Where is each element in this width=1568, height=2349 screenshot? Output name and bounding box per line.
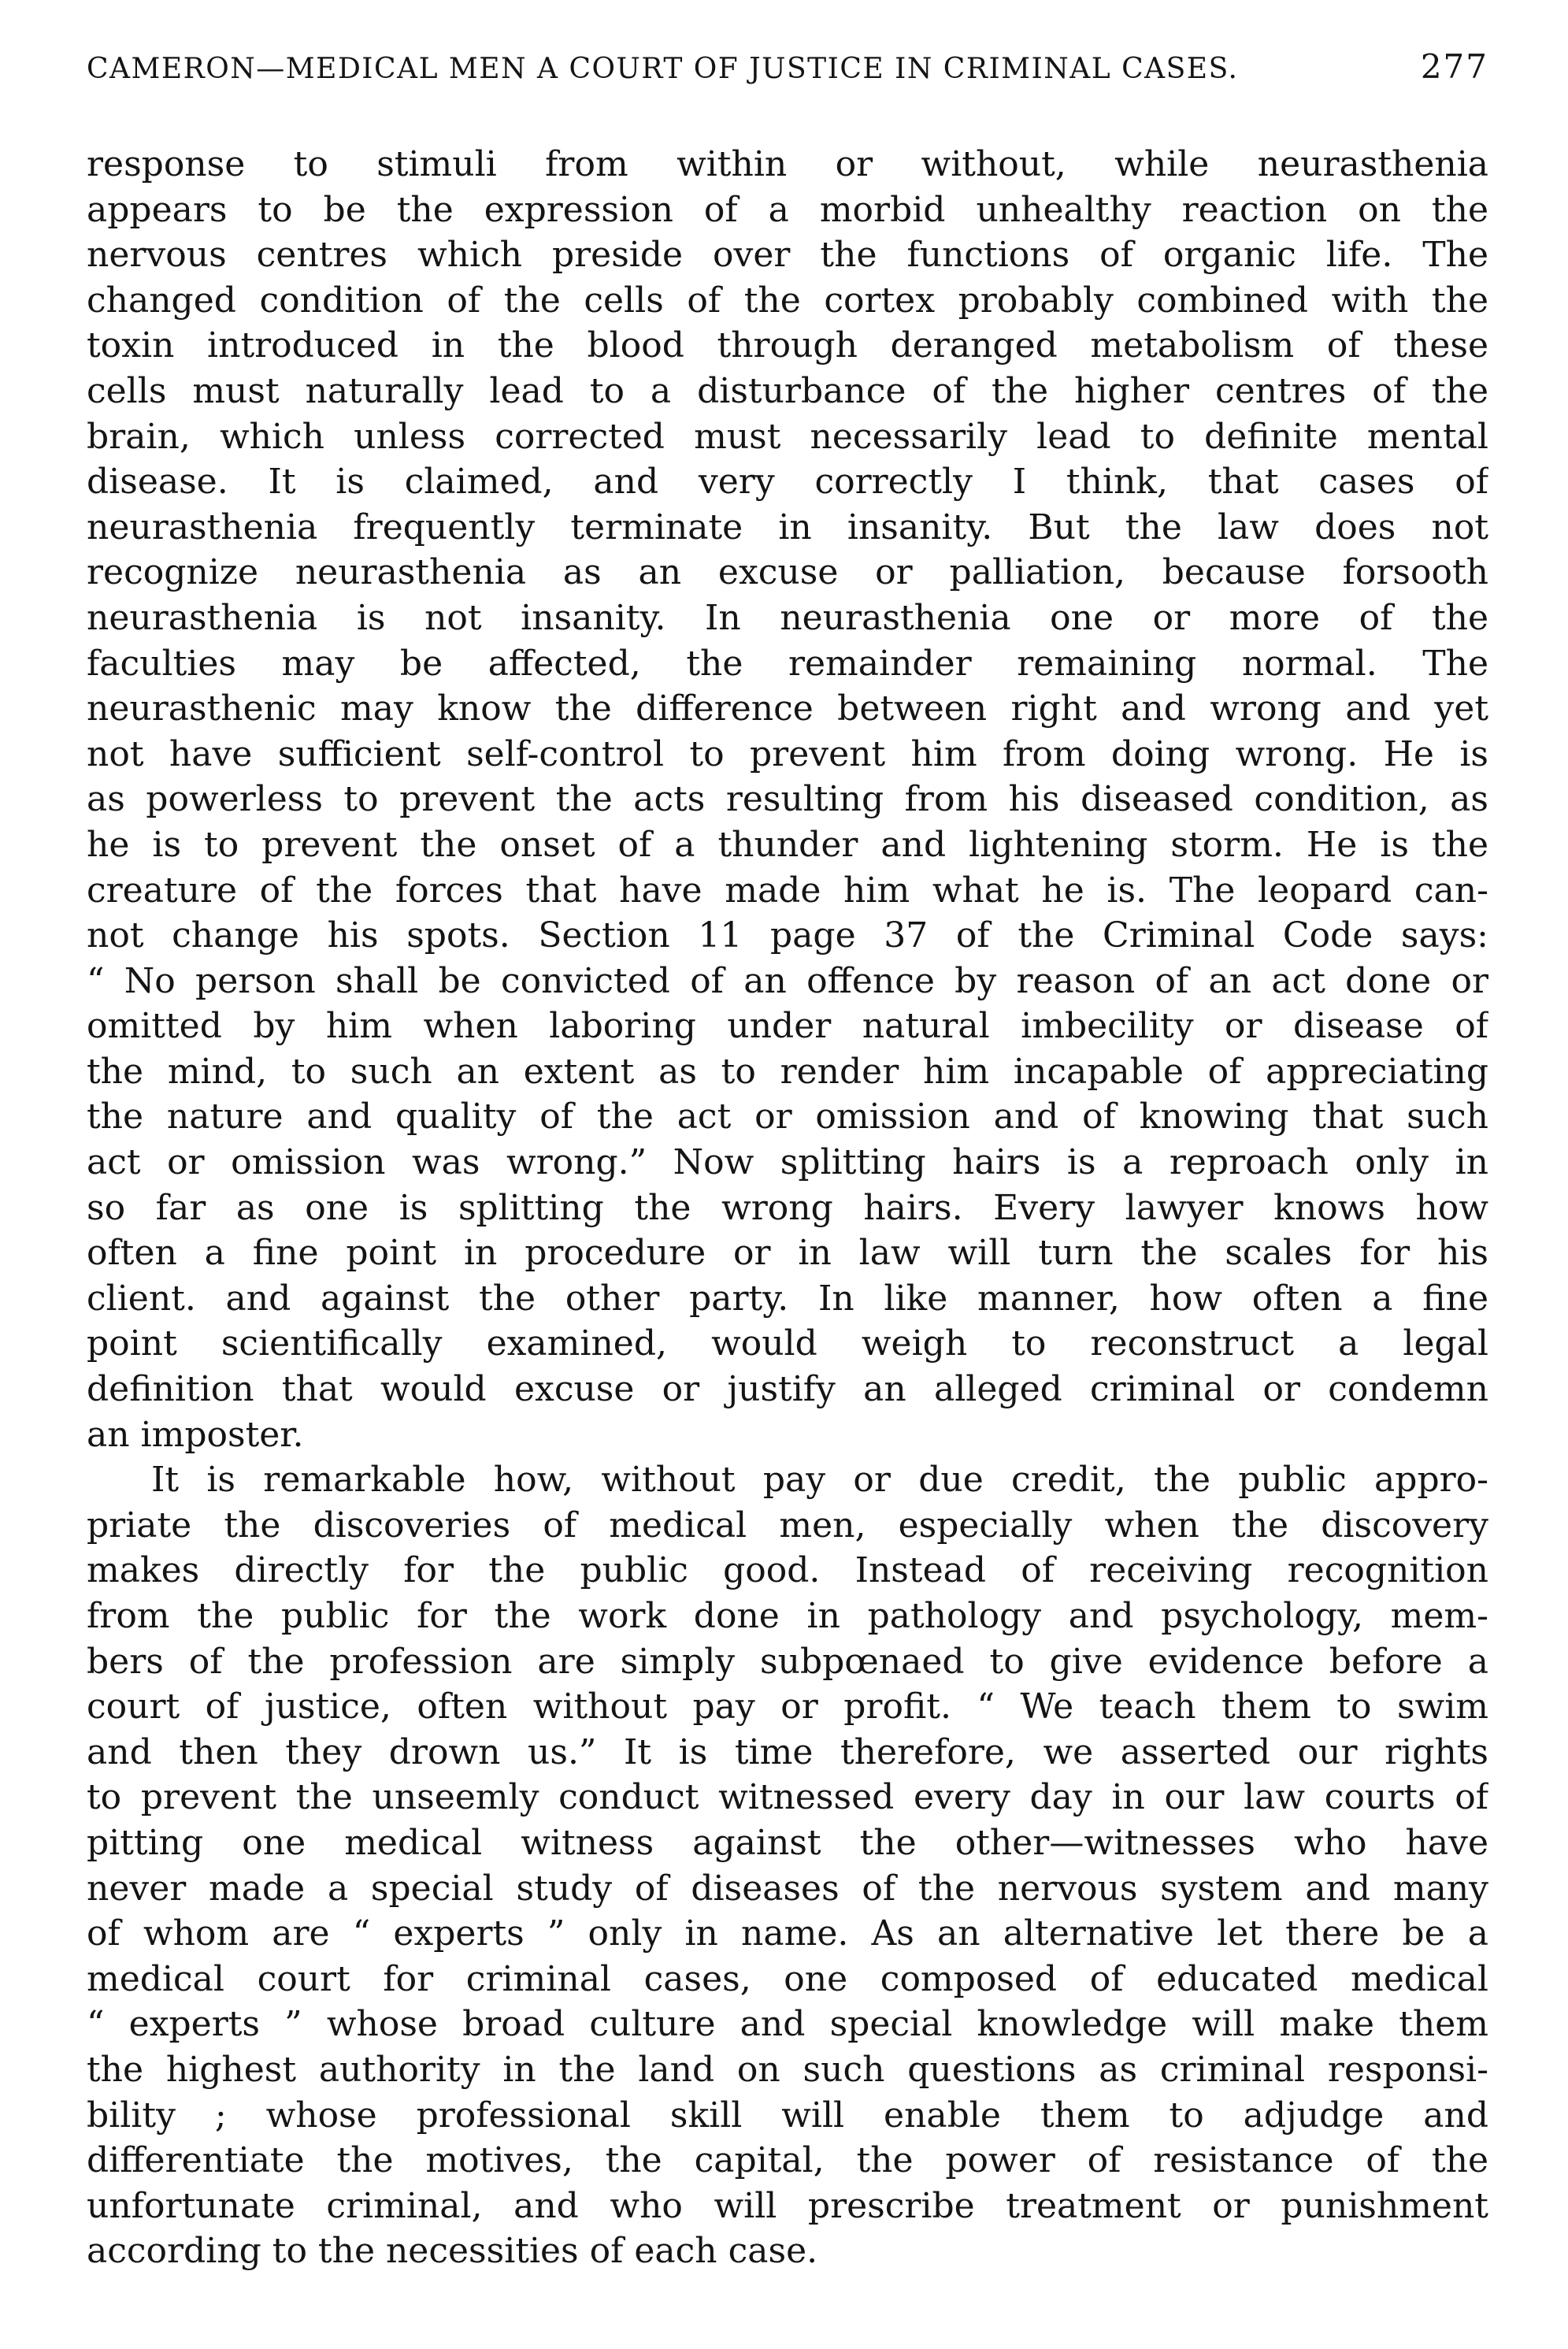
text-line: pitting one medical witness against the other—witnesses who have	[87, 1822, 1488, 1863]
running-head-title: CAMERON—MEDICAL MEN A COURT OF JUSTICE IN CRIMINAL CASES.	[87, 53, 1239, 85]
text-line: bility ; whose professional skill will enable them to adjudge and	[87, 2095, 1488, 2136]
text-line: an imposter.	[87, 1414, 304, 1455]
running-head	[87, 47, 1488, 118]
text-line: recognize neurasthenia as an excuse or palliation, because forsooth	[87, 552, 1488, 593]
text-line: the nature and quality of the act or omission and of knowing that such	[87, 1097, 1488, 1137]
document-page	[87, 47, 1488, 2316]
text-line: the highest authority in the land on such questions as criminal responsi-	[87, 2049, 1488, 2090]
text-line: response to stimuli from within or without, while neurasthenia	[87, 144, 1488, 184]
text-line: neurasthenia is not insanity. In neurasthenia one or more of the	[87, 597, 1488, 638]
text-line: so far as one is splitting the wrong hairs. Every lawyer knows how	[87, 1187, 1488, 1228]
text-line: nervous centres which preside over the functions of organic life. The	[87, 235, 1488, 276]
text-line: omitted by him when laboring under natural imbecility or disease of	[87, 1006, 1488, 1047]
text-line: makes directly for the public good. Instead of receiving recognition	[87, 1550, 1488, 1591]
text-line: cells must naturally lead to a disturbance of the higher centres of the	[87, 370, 1488, 411]
text-line: court of justice, often without pay or profit. “ We teach them to swim	[87, 1687, 1488, 1727]
text-line: client. and against the other party. In like manner, how often a fine	[87, 1278, 1488, 1319]
text-line: appears to be the expression of a morbid unhealthy reaction on the	[87, 189, 1488, 230]
text-line: act or omission was wrong.” Now splitting hairs is a reproach only in	[87, 1142, 1488, 1183]
text-line: to prevent the unseemly conduct witnessed every day in our law courts of	[87, 1777, 1488, 1818]
text-line: the mind, to such an extent as to render him incapable of appreciating	[87, 1051, 1488, 1092]
text-line: he is to prevent the onset of a thunder and lightening storm. He is the	[87, 824, 1488, 865]
text-line: neurasthenic may know the difference between right and wrong and yet	[87, 688, 1488, 729]
page-number: 277	[1420, 47, 1488, 86]
text-line: and then they drown us.” It is time therefore, we asserted our rights	[87, 1731, 1488, 1772]
paragraph	[87, 142, 1488, 1457]
paragraph	[87, 1457, 1488, 2274]
text-line: brain, which unless corrected must necessarily lead to definite mental	[87, 416, 1488, 457]
text-line: not have sufficient self-control to prevent him from doing wrong. He is	[87, 733, 1488, 774]
text-line: creature of the forces that have made him what he is. The leopard can-	[87, 870, 1488, 911]
text-line: disease. It is claimed, and very correctly I think, that cases of	[87, 462, 1488, 503]
text-line: changed condition of the cells of the cortex probably combined with the	[87, 280, 1488, 321]
text-line: never made a special study of diseases of the nervous system and many	[87, 1868, 1488, 1909]
text-line: faculties may be affected, the remainder remaining normal. The	[87, 643, 1488, 684]
text-line: point scientifically examined, would weigh to reconstruct a legal	[87, 1323, 1488, 1364]
text-line: as powerless to prevent the acts resulting from his diseased condition, as	[87, 779, 1488, 820]
text-line: not change his spots. Section 11 page 37 of the Criminal Code says:	[87, 915, 1488, 956]
text-line: priate the discoveries of medical men, especially when the discovery	[87, 1505, 1488, 1546]
body-text	[87, 142, 1488, 2274]
text-line: “ experts ” whose broad culture and special knowledge will make them	[87, 2004, 1488, 2045]
text-line: toxin introduced in the blood through deranged metabolism of these	[87, 325, 1488, 366]
text-line: “ No person shall be convicted of an offence by reason of an act done or	[87, 960, 1488, 1001]
text-line: of whom are “ experts ” only in name. As an alternative let there be a	[87, 1913, 1488, 1954]
text-line: from the public for the work done in pathology and psychology, mem-	[87, 1596, 1488, 1636]
text-line: medical court for criminal cases, one composed of educated medical	[87, 1958, 1488, 1999]
text-line: unfortunate criminal, and who will prescribe treatment or punishment	[87, 2185, 1488, 2226]
text-line: neurasthenia frequently terminate in insanity. But the law does not	[87, 507, 1488, 547]
text-line: according to the necessities of each case.	[87, 2231, 818, 2272]
text-line: It is remarkable how, without pay or due credit, the public appro-	[151, 1460, 1488, 1501]
text-line: definition that would excuse or justify an alleged criminal or condemn	[87, 1369, 1488, 1410]
text-line: differentiate the motives, the capital, the power of resistance of the	[87, 2140, 1488, 2181]
text-line: often a fine point in procedure or in law will turn the scales for his	[87, 1233, 1488, 1274]
text-line: bers of the profession are simply subpœnaed to give evidence before a	[87, 1641, 1488, 1682]
